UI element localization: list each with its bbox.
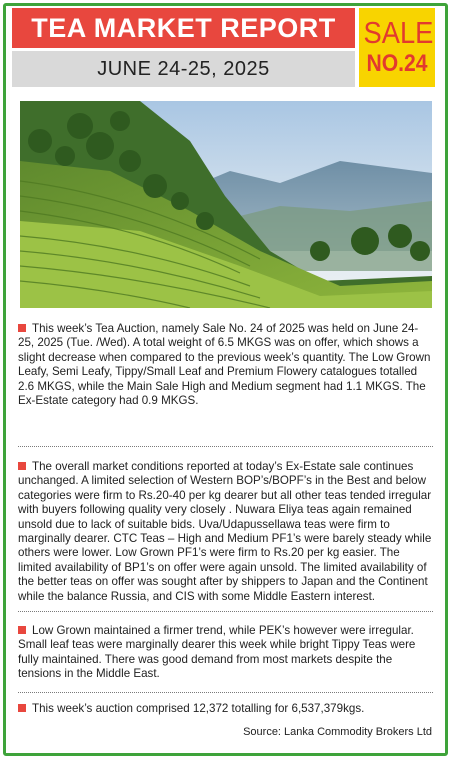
dotted-divider (18, 692, 433, 693)
paragraph-3 (18, 624, 433, 682)
sale-number: NO.24 (366, 50, 428, 77)
bullet-icon (18, 324, 26, 332)
report-title: TEA MARKET REPORT (31, 12, 336, 43)
paragraph-1 (18, 322, 433, 408)
dotted-divider (18, 611, 433, 612)
sale-label: SALE (363, 15, 434, 50)
date-banner (12, 51, 355, 87)
sale-number-badge (359, 8, 435, 87)
bullet-icon (18, 626, 26, 634)
tea-plantation-photo (20, 101, 432, 308)
paragraph-2 (18, 460, 433, 604)
tea-plantation-illustration (20, 101, 432, 308)
bullet-icon (18, 462, 26, 470)
source-credit: Source: Lanka Commodity Brokers Ltd (243, 726, 432, 738)
paragraph-2-text: The overall market conditions reported at today’s Ex-Estate sale continues unchanged. A limited selection of Western BOP’s/BOPF’s in the Best and below categories were firm to Rs.20-40 per kg dearer but all other teas tended irregular with buyers following quality very closely . Nuwara Eliya teas again remained unsold due to lack of suitable bids. Uva/Udapussellawa teas were firm to marginally dearer. CTC Teas – High and Medium PF1’s were barely steady while others were lower. Low Grown PF1’s were firm to Rs.20 per kg easier. The limited availability of BP1’s on offer were again unsold. The limited availability of the better teas on offer was sought after by shippers to Japan and the Continent while the balance Russia, and CIS with some Middle Eastern interest. (18, 460, 432, 603)
dotted-divider (18, 446, 433, 447)
report-date: JUNE 24-25, 2025 (97, 57, 270, 80)
paragraph-4 (18, 702, 433, 716)
paragraph-4-text: This week’s auction comprised 12,372 totalling for 6,537,379kgs. (32, 702, 365, 715)
bullet-icon (18, 704, 26, 712)
paragraph-3-text: Low Grown maintained a firmer trend, while PEK’s however were irregular. Small leaf teas were marginally dearer this week while bright Tippy Teas were fully maintained. There was good demand from most markets despite the tensions in the Middle East. (18, 624, 416, 681)
paragraph-1-text: This week’s Tea Auction, namely Sale No. 24 of 2025 was held on June 24-25, 2025 (Tue. /Wed). A total weight of 6.5 MKGS was on offer, which shows a slight decrease when compared to the previous week’s quantity. The Low Grown Leafy, Semi Leafy, Tippy/Small Leaf and Premium Flowery catalogues totalled 2.6 MKGS, while the Main Sale High and Medium segment had 1.1 MKGS. The Ex-Estate category had 0.9 MKGS. (18, 322, 431, 408)
title-banner (12, 8, 355, 48)
